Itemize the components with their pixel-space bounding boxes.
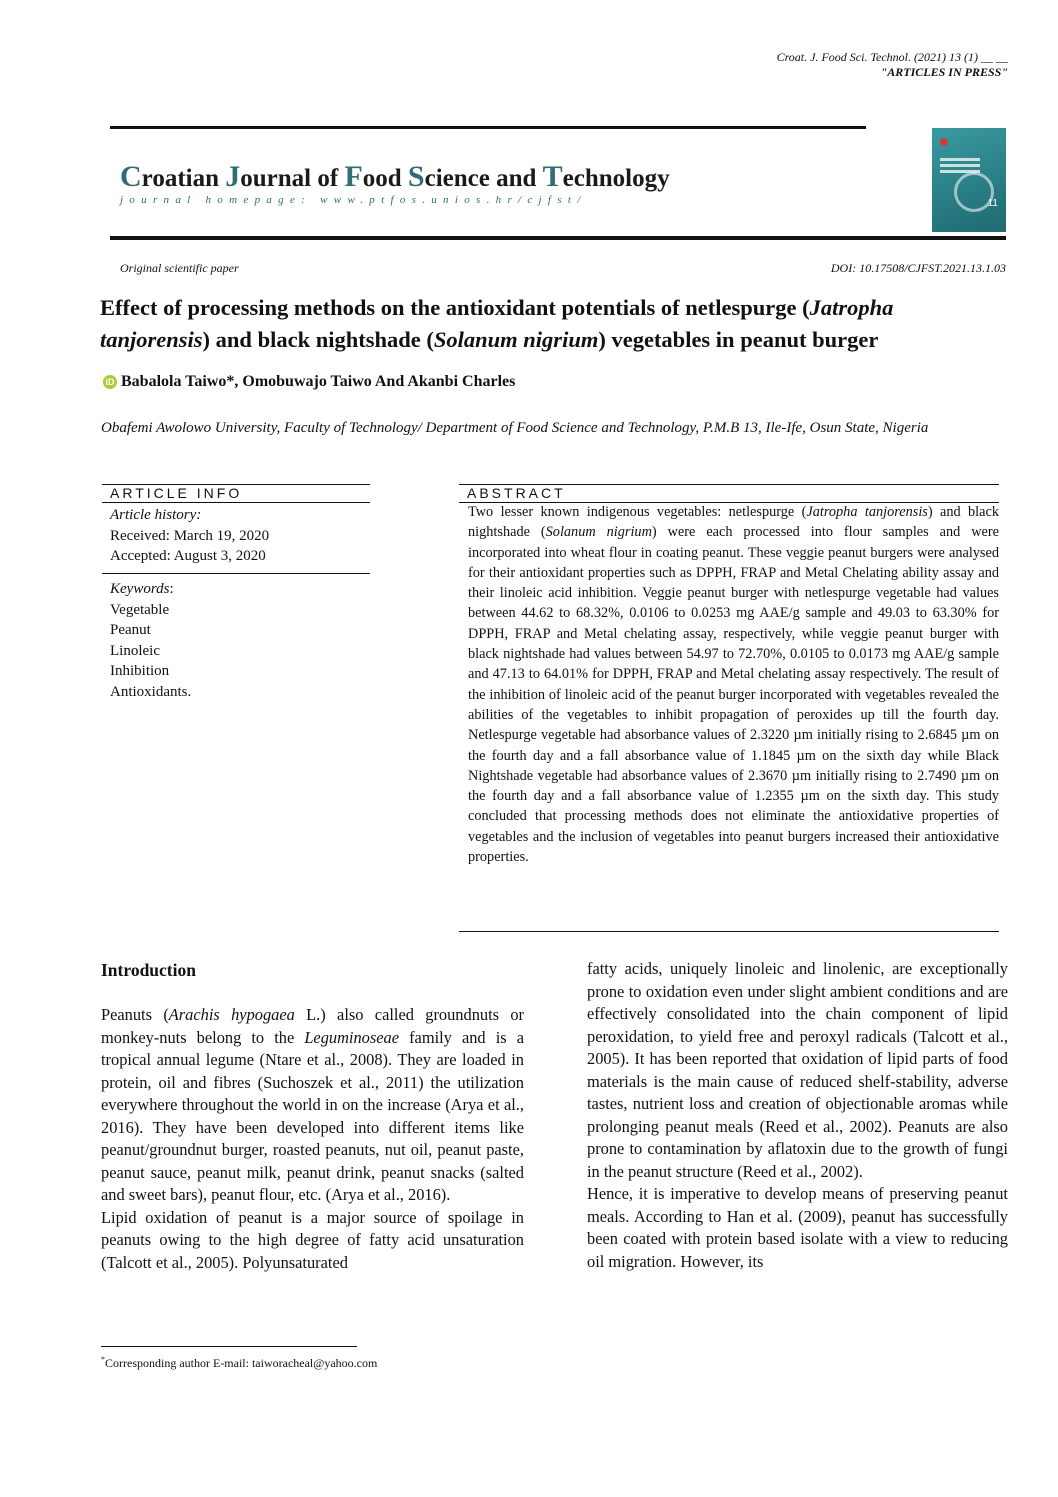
affiliation: Obafemi Awolowo University, Faculty of Technology/ Department of Food Science and Technology, P.M.B 13, Ile-Ife, Osun State, Nigeria: [101, 420, 929, 436]
article-status: "ARTICLES IN PRESS": [880, 65, 1008, 79]
journal-title-word: echnology: [562, 165, 670, 192]
body-text-run: family and is a tropical annual legume (Ntare et al., 2008). They are loaded in protein, oil and fibres (Suchoszek et al., 2011) the utilization everywhere throughout the world in on the increase (Arya et al., 2016). They have been developed into different items like peanut/groundnut burger, roasted peanuts, nut oil, peanut paste, peanut sauce, peanut milk, peanut drink, peanut snacks (salted and sweet bars), peanut flour, etc. (Arya et al., 2016).: [101, 1027, 524, 1204]
footnote: [101, 1355, 377, 1371]
keyword-item: Peanut: [110, 622, 151, 638]
journal-title-initial: C: [120, 160, 142, 193]
abstract-divider: [459, 931, 999, 932]
cover-issue-number: 11: [987, 198, 998, 209]
keyword-item: Vegetable: [110, 601, 170, 618]
history-label: Article history:: [110, 507, 202, 523]
body-paragraph: [101, 1207, 524, 1275]
body-paragraph: [101, 1004, 524, 1207]
citation-header: [777, 50, 1008, 80]
body-paragraph: [587, 1183, 1008, 1273]
abstract-run: Solanum nigrium: [545, 524, 652, 541]
authors-row: [103, 373, 515, 391]
abstract-run: ) were each processed into flour samples and were incorporated into wheat flour in coating peanut. These veggie peanut burgers were analysed for their antioxidant properties such as DPPH, FRAP and Metal Chelating ability assay and their linoleic acid inhibition. Veggie peanut burger with netlespurge vegetable had values between 44.62 to 68.32%, 0.0106 to 0.0253 mg AAE/g sample and 49.03 to 63.30% for DPPH, FRAP and Metal chelating assay, respectively, while veggie peanut burger with black nightshade had values between 54.97 to 72.70%, 0.0105 to 0.0173 mg AAE/g sample and 47.13 to 64.01% for DPPH, FRAP and Metal chelating assay respectively. The result of the inhibition of linoleic acid of the peanut burger incorporated with vegetables revealed the abilities of the vegetables to inhibit propagation of peroxides up till the fourth day. Netlespurge vegetable had absorbance values of 2.3220 µm initially rising to 2.6845 µm on the fourth day and a fall absorbance value of 1.1845 µm on the sixth day while Black Nightshade vegetable had absorbance values of 2.3670 µm initially rising to 2.7490 µm on the fourth day and a fall absorbance value of 1.2355 µm on the sixth day. This study concluded that processing methods does not eliminate the antioxidative properties of vegetables and the inclusion of vegetables into peanut burgers increased their antioxidative properties.: [468, 524, 999, 866]
keywords-label: Keywords: [110, 581, 170, 597]
footnote-text: Corresponding author E-mail: taiworacheal@yahoo.com: [105, 1356, 378, 1370]
keywords-label-row: Keywords:: [110, 581, 174, 597]
body-text-run: fatty acids, uniquely linoleic and linolenic, are exceptionally prone to oxidation even under slight ambient conditions and are effectively consolidated into the chain component of lipid peroxidation, to yield free and peroxyl radicals (Talcott et al., 2005). It has been reported that oxidation of lipid parts of food materials is the main cause of reduced shelf-stability, adverse tastes, nutrient loss and creation of objectionable aromas while prolonging peanut meals (Reed et al., 2002). Peanuts are also prone to contamination by aflatoxin due to the growth of fungi in the peanut structure (Reed et al., 2002).: [587, 959, 1008, 1181]
abstract-run: Jatropha tanjorensis: [806, 504, 928, 520]
journal-title: [120, 160, 670, 194]
keywords-block: [110, 579, 191, 702]
body-text-run: Leguminoseae: [304, 1027, 399, 1047]
body-text-run: Arachis hypogaea: [168, 1005, 295, 1024]
author-names: Babalola Taiwo*, Omobuwajo Taiwo And Akanbi Charles: [121, 373, 516, 390]
journal-title-word: cience and: [424, 165, 543, 192]
journal-title-initial: T: [542, 160, 563, 193]
title-run: Effect of processing methods on the antioxidant potentials of netlespurge (: [100, 295, 810, 320]
body-text-run: L.) also called groundnuts or monkey-nuts belong to the: [101, 1005, 524, 1047]
body-paragraph: [587, 958, 1008, 1183]
accepted-date: Accepted: August 3, 2020: [110, 548, 266, 564]
keywords-list: [110, 600, 191, 703]
abstract-run: ) and black nightshade (: [468, 504, 999, 541]
abstract-run: Two lesser known indigenous vegetables: netlespurge (: [468, 504, 807, 520]
header-rule-bottom: [110, 236, 1006, 240]
received-date: Received: March 19, 2020: [110, 527, 270, 544]
article-title: [100, 292, 1008, 356]
keyword-item: Linoleic: [110, 642, 160, 659]
abstract-heading: ABSTRACT: [459, 484, 999, 503]
journal-cover-image: [932, 128, 1006, 232]
body-text-run: Lipid oxidation of peanut is a major source of spoilage in peanuts owing to the high degree of fatty acid unsaturation (Talcott et al., 2005). Polyunsaturated: [101, 1207, 524, 1272]
journal-title-word: roatian: [141, 165, 226, 192]
footnote-marker: *: [101, 1355, 105, 1364]
body-text-run: Peanuts (: [101, 1005, 169, 1024]
journal-title-initial: F: [344, 160, 363, 193]
abstract-text: [468, 502, 999, 867]
body-text-run: Hence, it is imperative to develop means of preserving peanut meals. According to Han et al. (2009), peanut has successfully been coated with protein based isolate with a view to reducing oil migration. However, its: [587, 1184, 1008, 1271]
journal-title-word: ournal of: [240, 165, 345, 192]
journal-homepage-link[interactable]: journal homepage: www.ptfos.unios.hr/cjfst/: [120, 194, 587, 206]
cover-dot-icon: [940, 138, 948, 146]
history-divider: [102, 573, 370, 574]
body-column-left: [101, 1004, 524, 1274]
title-run: ) vegetables in peanut burger: [598, 327, 879, 352]
article-history: [110, 505, 269, 567]
paper-type: Original scientific paper: [120, 261, 239, 275]
footnote-rule: [101, 1346, 357, 1347]
introduction-heading: Introduction: [101, 960, 196, 980]
body-column-right: [587, 958, 1008, 1273]
journal-title-initial: S: [407, 160, 425, 193]
orcid-icon[interactable]: iD: [103, 375, 117, 389]
citation-line: Croat. J. Food Sci. Technol. (2021) 13 (1) __ __: [776, 50, 1008, 64]
journal-title-initial: J: [225, 160, 241, 193]
article-info-heading: ARTICLE INFO: [102, 484, 370, 503]
doi-link[interactable]: DOI: 10.17508/CJFST.2021.13.1.03: [830, 261, 1006, 275]
title-run: Jatropha tanjorensis: [100, 295, 894, 352]
keyword-item: Inhibition: [110, 663, 170, 679]
header-rule-top: [110, 126, 866, 129]
journal-title-word: ood: [362, 165, 408, 192]
keyword-item: Antioxidants.: [110, 683, 192, 700]
title-run: ) and black nightshade (: [202, 327, 434, 352]
title-run: Solanum nigrium: [433, 327, 599, 352]
